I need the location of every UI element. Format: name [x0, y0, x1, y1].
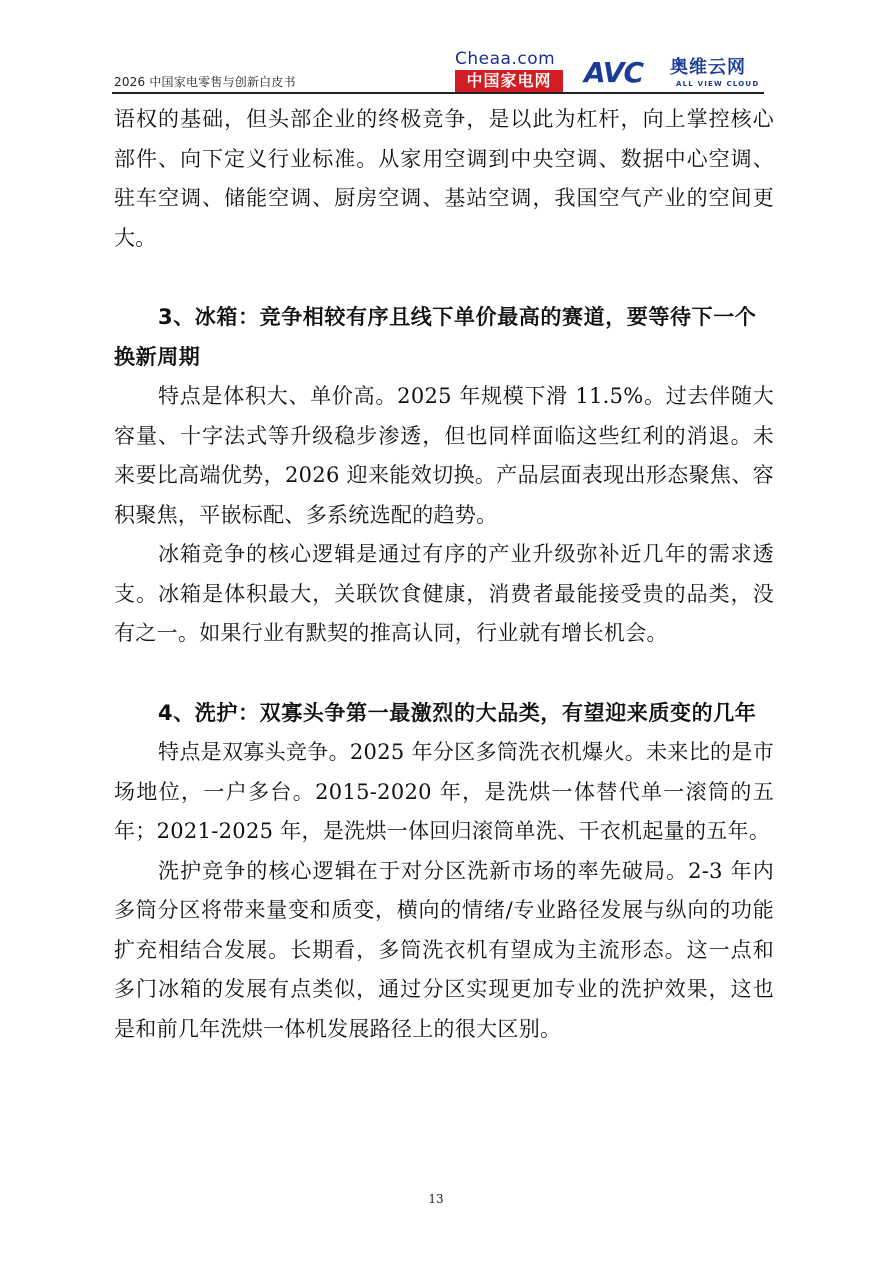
section-gap [114, 258, 774, 298]
cheaa-logo-bottom-text: 中国家电网 [455, 70, 563, 92]
cheaa-logo-top-text: Cheaa.com [455, 49, 556, 69]
page-header [0, 0, 872, 100]
avc-logo-english: ALL VIEW CLOUD [676, 80, 760, 88]
paragraph-fridge-1: 特点是体积大、单价高。2025 年规模下滑 11.5%。过去伴随大容量、十字法式等升级稳步渗透，但也同样面临这些红利的消退。未来要比高端优势，2026 迎来能效切换。产品层面表现出形态聚焦、容积聚焦，平嵌标配、多系统选配的趋势。 [114, 384, 774, 527]
section-gap [114, 654, 774, 694]
cheaa-logo [455, 50, 565, 94]
avc-logo [584, 56, 770, 94]
avc-logo-chinese: 奥维云网 [670, 57, 746, 78]
paragraph-intro: 语权的基础，但头部企业的终极竞争，是以此为杠杆，向上掌控核心部件、向下定义行业标准。从家用空调到中央空调、数据中心空调、驻车空调、储能空调、厨房空调、基站空调，我国空气产业的空间更大。 [114, 107, 774, 250]
paragraph-laundry-2: 洗护竞争的核心逻辑在于对分区洗新市场的率先破局。2-3 年内多筒分区将带来量变和质变，横向的情绪/专业路径发展与纵向的功能扩充相结合发展。长期看，多筒洗衣机有望成为主流形态。这一点和多门冰箱的发展有点类似，通过分区实现更加专业的洗护效果，这也是和前几年洗烘一体机发展路径上的很大区别。 [114, 858, 774, 1041]
page-body [114, 100, 774, 1049]
section-heading-laundry: 4、洗护：双寡头争第一最激烈的大品类，有望迎来质变的几年 [158, 700, 757, 725]
header-title: 2026 中国家电零售与创新白皮书 [114, 75, 296, 89]
avc-logo-letters: AVC [584, 56, 643, 89]
header-divider [112, 92, 764, 94]
paragraph-fridge-2: 冰箱竞争的核心逻辑是通过有序的产业升级弥补近几年的需求透支。冰箱是体积最大，关联饮食健康，消费者最能接受贵的品类，没有之一。如果行业有默契的推高认同，行业就有增长机会。 [114, 542, 774, 645]
paragraph-laundry-1: 特点是双寡头竞争。2025 年分区多筒洗衣机爆火。未来比的是市场地位，一户多台。2015-2020 年，是洗烘一体替代单一滚筒的五年；2021-2025 年，是洗烘一体回归滚筒单洗、干衣机起量的五年。 [114, 740, 774, 843]
section-heading-fridge: 3、冰箱：竞争相较有序且线下单价最高的赛道，要等待下一个换新周期 [114, 305, 757, 369]
page-number: 13 [428, 1192, 444, 1206]
